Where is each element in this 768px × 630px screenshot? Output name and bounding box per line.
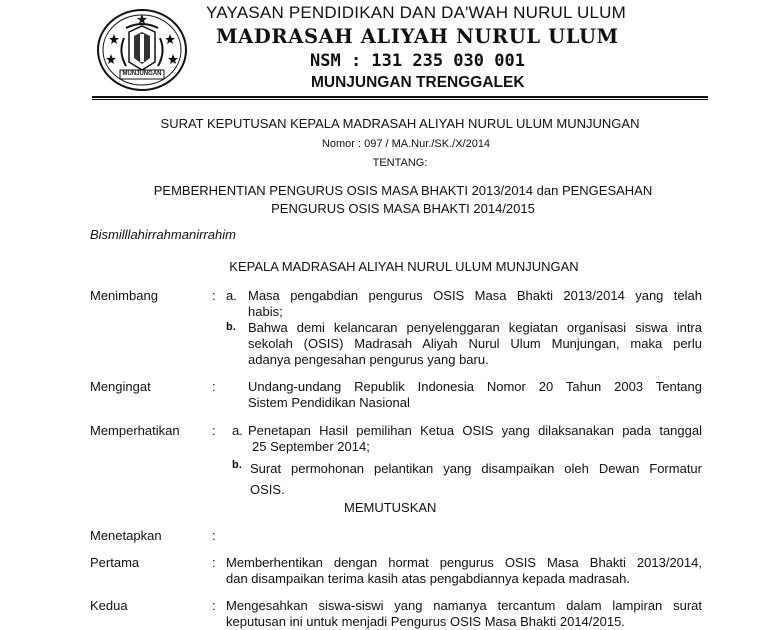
memperhatikan-a-line1: Penetapan Hasil pemilihan Ketua OSIS yang dilaksanakan pada tanggal — [248, 423, 702, 438]
school-nsm: NSM : 131 235 030 001 — [310, 51, 525, 71]
menetapkan-colon: : — [212, 528, 216, 543]
memperhatikan-b-marker: b. — [232, 459, 242, 471]
logo-banner-text: MUNJUNGAN — [122, 71, 162, 77]
kedua-line2: keputusan ini untuk menjadi Pengurus OSIS Masa Bhakti 2014/2015. — [226, 614, 625, 629]
menimbang-a-text — [248, 288, 702, 320]
school-name: MADRASAH ALIYAH NURUL ULUM — [216, 25, 619, 48]
pertama-line1: Memberhentikan dengan hormat pengurus OSIS Masa Bhakti 2013/2014, — [226, 555, 702, 570]
menimbang-b-marker: b. — [226, 321, 236, 333]
decree-subject-line2: PENGURUS OSIS MASA BHAKTI 2014/2015 — [271, 201, 535, 216]
menetapkan-label: Menetapkan — [90, 528, 162, 543]
letterhead-divider — [92, 96, 708, 98]
pertama-colon: : — [212, 555, 216, 570]
memperhatikan-a-text — [248, 423, 702, 455]
menimbang-a-line2: habis; — [248, 304, 283, 319]
mengingat-label: Mengingat — [90, 379, 151, 394]
mengingat-line2: Sistem Pendidikan Nasional — [248, 395, 410, 410]
memperhatikan-b-line2: OSIS. — [250, 482, 285, 497]
memperhatikan-a-line2: 25 September 2014; — [252, 439, 370, 454]
kedua-colon: : — [212, 598, 216, 613]
menimbang-b-text — [248, 320, 702, 368]
decree-number: Nomor : 097 / MA.Nur./SK./X/2014 — [321, 138, 491, 150]
memperhatikan-colon: : — [212, 423, 216, 438]
menimbang-b-line3: adanya pengesahan pengurus yang baru. — [248, 352, 489, 367]
decree-title: SURAT KEPUTUSAN KEPALA MADRASAH ALIYAH NURUL ULUM MUNJUNGAN — [160, 116, 640, 131]
mengingat-line1: Undang-undang Republik Indonesia Nomor 20 Tahun 2003 Tentang — [248, 379, 702, 394]
memperhatikan-b-text — [250, 458, 702, 500]
menimbang-b-line2: sekolah (OSIS) Madrasah Aliyah Nurul Ulum Munjungan, maka perlu — [248, 336, 702, 351]
kedua-line1: Mengesahkan siswa-siswi yang namanya tercantum dalam lampiran surat — [226, 598, 702, 613]
memperhatikan-a-marker: a. — [232, 423, 243, 438]
foundation-name: YAYASAN PENDIDIKAN DAN DA'WAH NURUL ULUM — [206, 3, 626, 22]
menimbang-label: Menimbang — [90, 288, 158, 303]
menimbang-a-line1: Masa pengabdian pengurus OSIS Masa Bhakti 2013/2014 yang telah — [248, 288, 702, 303]
menimbang-b-line1: Bahwa demi kelancaran penyelenggaran kegiatan organisasi siswa intra — [248, 320, 702, 335]
pertama-line2: dan disampaikan terima kasih atas pengabdiannya kepada madrasah. — [226, 571, 630, 586]
pertama-label: Pertama — [90, 555, 140, 570]
memperhatikan-b-line1: Surat permohonan pelantikan yang disampaikan oleh Dewan Formatur — [250, 461, 702, 476]
pertama-text — [226, 555, 702, 587]
opening-basmala: Bismilllahirrahmanirrahim — [90, 227, 236, 242]
kedua-text — [226, 598, 702, 630]
school-logo — [96, 8, 188, 92]
menimbang-a-marker: a. — [226, 288, 237, 303]
decree-about: TENTANG: — [372, 157, 428, 169]
kedua-label: Kedua — [90, 598, 128, 613]
menimbang-colon: : — [212, 288, 216, 303]
decree-issuer: KEPALA MADRASAH ALIYAH NURUL ULUM MUNJUNGAN — [229, 259, 579, 274]
school-location: MUNJUNGAN TRENGGALEK — [311, 74, 525, 91]
mengingat-colon: : — [212, 379, 216, 394]
mengingat-text — [248, 379, 702, 411]
memutuskan-heading: MEMUTUSKAN — [344, 500, 437, 515]
decree-subject-line1: PEMBERHENTIAN PENGURUS OSIS MASA BHAKTI 2013/2014 dan PENGESAHAN — [153, 183, 653, 198]
memperhatikan-label: Memperhatikan — [90, 423, 180, 438]
letterhead-divider-thin — [92, 99, 708, 100]
